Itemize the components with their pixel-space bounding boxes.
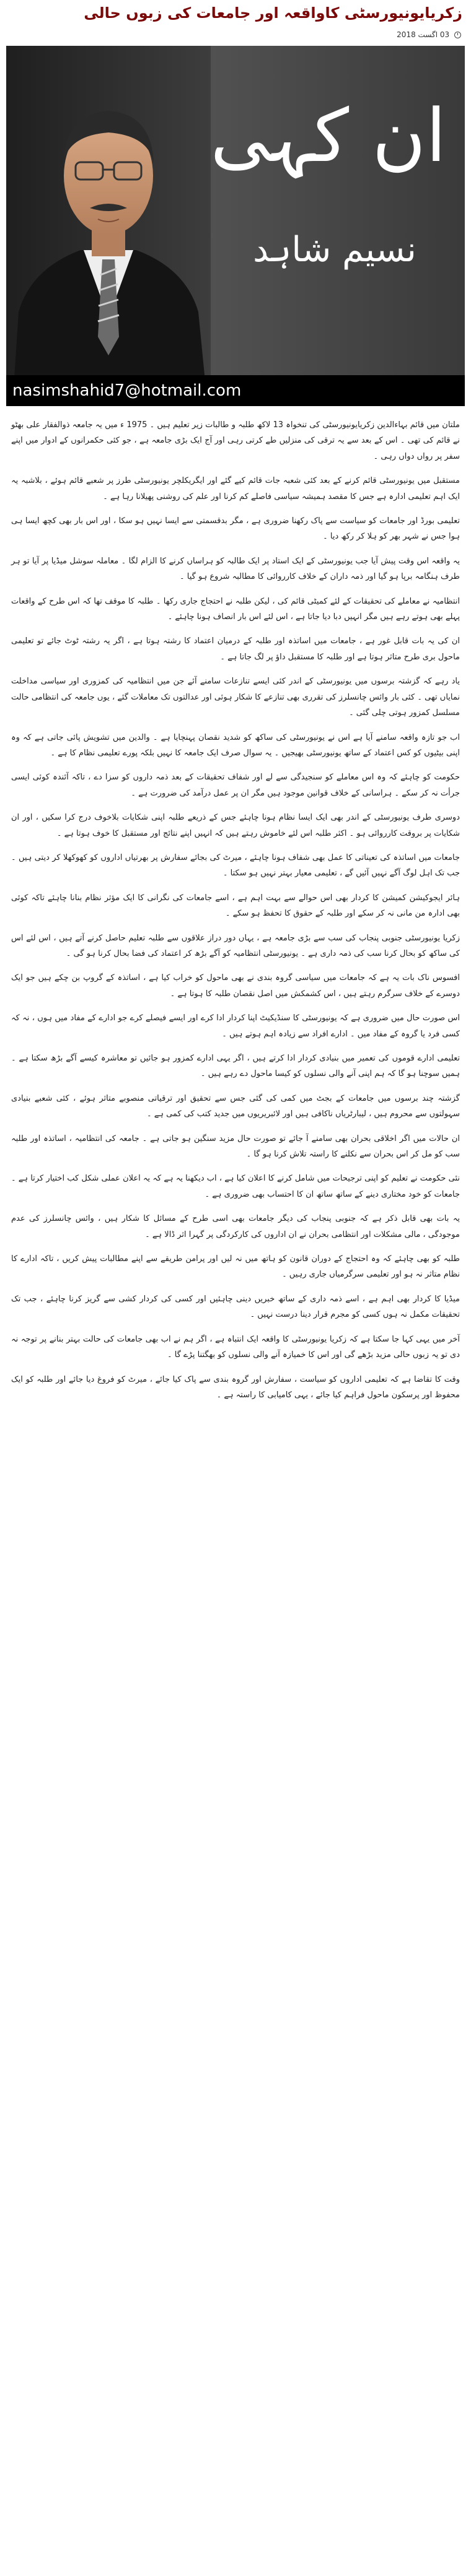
article-paragraph: جامعات میں اساتذہ کی تعیناتی کا عمل بھی شفاف ہونا چاہئے ، میرٹ کی بجائے سفارش پر بھرتیاں اداروں کو کھوکھلا کر دیتی ہیں ۔ جب تک اہل لوگ آگے نہیں آئیں گے ، تعلیمی معیار بہتر نہیں ہو سکتا ۔: [11, 852, 460, 878]
article-paragraph: نئی حکومت نے تعلیم کو اپنی ترجیحات میں شامل کرنے کا اعلان کیا ہے ، اب دیکھنا یہ ہے کہ یہ اعلان عملی شکل کب اختیار کرتا ہے ۔ جامعات کو خود مختاری دینے کے ساتھ ساتھ ان کا احتساب بھی ضروری ہے ۔: [11, 1174, 460, 1199]
article-paragraph: ان کی یہ بات قابل غور ہے ، جامعات میں اساتذہ اور طلبہ کے درمیان اعتماد کا رشتہ ہوتا ہے ، اگر یہ رشتہ ٹوٹ جائے تو تعلیمی ماحول بری طرح متاثر ہوتا ہے اور طلبہ کا مستقبل داؤ پر لگ جاتا ہے ۔: [11, 636, 460, 662]
article-paragraph: تعلیمی ادارے قوموں کی تعمیر میں بنیادی کردار ادا کرتے ہیں ، اگر یہی ادارے کمزور ہو جائیں تو معاشرہ کیسے آگے بڑھ سکتا ہے ۔ ہمیں سوچنا ہو گا کہ ہم اپنی آنے والی نسلوں کو کیسا ماحول دے رہے ہیں ۔: [11, 1054, 460, 1079]
article-body: [6, 406, 465, 1403]
article-paragraph: تعلیمی بورڈ اور جامعات کو سیاست سے پاک رکھنا ضروری ہے ، مگر بدقسمتی سے ایسا نہیں ہو سکا ، اور اس بار بھی کچھ ایسا ہی ہوا جس نے شہر بھر کو ہلا کر رکھ دیا ۔: [11, 516, 460, 542]
article-paragraph: افسوس ناک بات یہ ہے کہ جامعات میں سیاسی گروہ بندی نے بھی ماحول کو خراب کیا ہے ، اساتذہ کے گروپ بن چکے ہیں جو ایک دوسرے کے خلاف سرگرم رہتے ہیں ، اس کشمکش میں اصل نقصان طلبہ کا ہوتا ہے ۔: [11, 973, 460, 999]
author-portrait-illustration: [6, 46, 211, 406]
article-paragraph: یہ واقعہ اس وقت پیش آیا جب یونیورسٹی کے ایک استاد پر ایک طالبہ کو ہراساں کرنے کا الزام لگا ۔ معاملہ سوشل میڈیا پر آیا تو ہر طرف ہنگامہ برپا ہو گیا اور ذمہ داران کے خلاف کارروائی کا مطالبہ شروع ہو گیا ۔: [11, 556, 460, 582]
article-paragraph: زکریا یونیورسٹی جنوبی پنجاب کی سب سے بڑی جامعہ ہے ، یہاں دور دراز علاقوں سے طلبہ تعلیم حاصل کرنے آتے ہیں ، اس لئے اس کی ساکھ کو بحال کرنا سب کی ذمہ داری ہے ۔ یونیورسٹی انتظامیہ کو آگے بڑھ کر اعتماد کی فضا بحال کرنا ہو گی ۔: [11, 933, 460, 958]
article-paragraph: آخر میں یہی کہا جا سکتا ہے کہ زکریا یونیورسٹی کا واقعہ ایک انتباہ ہے ، اگر ہم نے اب بھی جامعات کی حالت بہتر بنانے پر توجہ نہ دی تو یہ زبوں حالی مزید بڑھے گی اور اس کا خمیازہ آنے والی نسلوں کو بھگتنا پڑے گا ۔: [11, 1334, 460, 1360]
column-banner: [6, 46, 465, 406]
article-paragraph: اب جو تازہ واقعہ سامنے آیا ہے اس نے یونیورسٹی کی ساکھ کو شدید نقصان پہنچایا ہے ۔ والدین میں تشویش پائی جاتی ہے کہ وہ اپنی بیٹیوں کو کس اعتماد کے ساتھ یونیورسٹی بھیجیں ۔ یہ سوال صرف ایک جامعہ کا نہیں بلکہ پورے تعلیمی نظام کا ہے ۔: [11, 732, 460, 758]
article-paragraph: میڈیا کا کردار بھی اہم ہے ، اسے ذمہ داری کے ساتھ خبریں دینی چاہئیں اور کسی کی کردار کشی سے گریز کرنا چاہئے ، جب تک تحقیقات مکمل نہ ہوں کسی کو مجرم قرار دینا درست نہیں ۔: [11, 1294, 460, 1320]
article-paragraph: ملتان میں قائم بہاءالدین زکریایونیورسٹی کی تنخواہ 13 لاکھ طلبہ و طالبات زیر تعلیم ہیں ۔ 1975 ء میں یہ جامعہ ذوالفقار علی بھٹو نے قائم کی تھی ۔ اس کے بعد سے یہ ترقی کی منزلیں طے کرتی رہی اور آج ایک بڑی جامعہ ہے ، جو کئی حکمرانوں کے ادوار میں اپنے سفر پر رواں دواں رہی ۔: [11, 420, 460, 461]
article-paragraph: دوسری طرف یونیورسٹی کے اندر بھی ایک ایسا نظام ہونا چاہئے جس کے ذریعے طلبہ اپنی شکایات بلاخوف درج کرا سکیں ، اور ان شکایات پر بروقت کارروائی ہو ۔ اکثر طلبہ اس لئے خاموش رہتے ہیں کہ انہیں اپنے نتائج اور مستقبل کا خوف ہوتا ہے ۔: [11, 813, 460, 838]
article-paragraph: یاد رہے کہ گزشتہ برسوں میں یونیورسٹی کے اندر کئی ایسے تنازعات سامنے آئے جن میں انتظامیہ کی کمزوری اور سیاسی مداخلت نمایاں تھی ۔ کئی بار وائس چانسلرز کی تقرری بھی تنازعے کا شکار ہوئی اور عدالتوں تک معاملات گئے ، یوں جامعہ کی انتظامی حالت مسلسل کمزور ہوتی چلی گئی ۔: [11, 677, 460, 718]
author-email: nasimshahid7@hotmail.com: [6, 375, 465, 406]
dateline: [6, 24, 465, 46]
clock-icon: [454, 32, 461, 38]
article-headline: زکریایونیورسٹی کاواقعہ اور جامعات کی زبوں حالی: [84, 4, 462, 22]
article-paragraph: انتظامیہ نے معاملے کی تحقیقات کے لئے کمیٹی قائم کی ، لیکن طلبہ نے احتجاج جاری رکھا ۔ طلبہ کا موقف تھا کہ اس طرح کے واقعات پہلے بھی ہوتے رہے ہیں مگر انہیں دبا دیا جاتا ہے ، اس لئے اس بار انصاف ہونا چاہئے ۔: [11, 596, 460, 622]
article-paragraph: ہائر ایجوکیشن کمیشن کا کردار بھی اس حوالے سے بہت اہم ہے ، اسے جامعات کی نگرانی کا ایک مؤثر نظام بنانا چاہئے تاکہ کوئی بھی ادارہ من مانی نہ کر سکے اور طلبہ کے حقوق کا تحفظ ہو سکے ۔: [11, 893, 460, 919]
column-author: نسیم شاہد: [253, 230, 416, 270]
article-date: 03 اگست 2018: [397, 30, 450, 39]
article-paragraph: طلبہ کو بھی چاہئے کہ وہ احتجاج کے دوران قانون کو ہاتھ میں نہ لیں اور پرامن طریقے سے اپنے مطالبات پیش کریں ، تاکہ ادارے کا نظام متاثر نہ ہو اور تعلیمی سرگرمیاں جاری رہیں ۔: [11, 1254, 460, 1280]
author-portrait: [6, 46, 211, 406]
article-paragraph: گزشتہ چند برسوں میں جامعات کے بجٹ میں کمی کی گئی جس سے تحقیق اور ترقیاتی منصوبے متاثر ہوئے ، کئی شعبے بنیادی سہولتوں سے محروم ہیں ، لیبارٹریاں ناکافی ہیں اور لائبریریوں میں جدید کتب کی کمی ہے ۔: [11, 1093, 460, 1119]
column-title: ان کہی: [210, 93, 446, 178]
article-paragraph: ان حالات میں اگر اخلاقی بحران بھی سامنے آ جائے تو صورت حال مزید سنگین ہو جاتی ہے ۔ جامعہ کی انتظامیہ ، اساتذہ اور طلبہ سب کو مل کر اس بحران سے نکلنے کا راستہ تلاش کرنا ہو گا ۔: [11, 1134, 460, 1160]
article-page: [6, 0, 465, 2576]
article-paragraph: مستقبل میں یونیورسٹی قائم کرنے کے بعد کئی شعبہ جات قائم کیے گئے اور ایگریکلچر یونیورسٹی طرز پر شعبے قائم ہوئے ، بلاشبہ یہ ایک اہم تعلیمی ادارہ ہے جس کا مقصد ہمیشہ سیاسی فاصلے کم کرنا اور علم کی روشنی پھیلانا رہا ہے ۔: [11, 476, 460, 501]
article-paragraph: یہ بات بھی قابل ذکر ہے کہ جنوبی پنجاب کی دیگر جامعات بھی اسی طرح کے مسائل کا شکار ہیں ، وائس چانسلرز کی عدم موجودگی ، مالی مشکلات اور انتظامی بحران نے ان اداروں کی کارکردگی پر گہرا اثر ڈالا ہے ۔: [11, 1214, 460, 1239]
article-paragraph: وقت کا تقاضا ہے کہ تعلیمی اداروں کو سیاست ، سفارش اور گروہ بندی سے پاک کیا جائے ، میرٹ کو فروغ دیا جائے اور طلبہ کو ایک محفوظ اور پرسکون ماحول فراہم کیا جائے ، یہی کامیابی کا راستہ ہے ۔: [11, 1374, 460, 1400]
article-paragraph: اس صورت حال میں ضروری ہے کہ یونیورسٹی کا سنڈیکیٹ اپنا کردار ادا کرے اور ایسے فیصلے کرے جو ادارے کے مفاد میں ہوں ، نہ کہ کسی فرد یا گروہ کے مفاد میں ۔ ادارے افراد سے زیادہ اہم ہوتے ہیں ۔: [11, 1013, 460, 1039]
article-paragraph: حکومت کو چاہئے کہ وہ اس معاملے کو سنجیدگی سے لے اور شفاف تحقیقات کے بعد ذمہ داروں کو سزا دے ، تاکہ آئندہ کوئی ایسی جرأت نہ کر سکے ۔ ہراسانی کے خلاف قوانین موجود ہیں مگر ان پر عمل درآمد کی ضرورت ہے ۔: [11, 773, 460, 798]
